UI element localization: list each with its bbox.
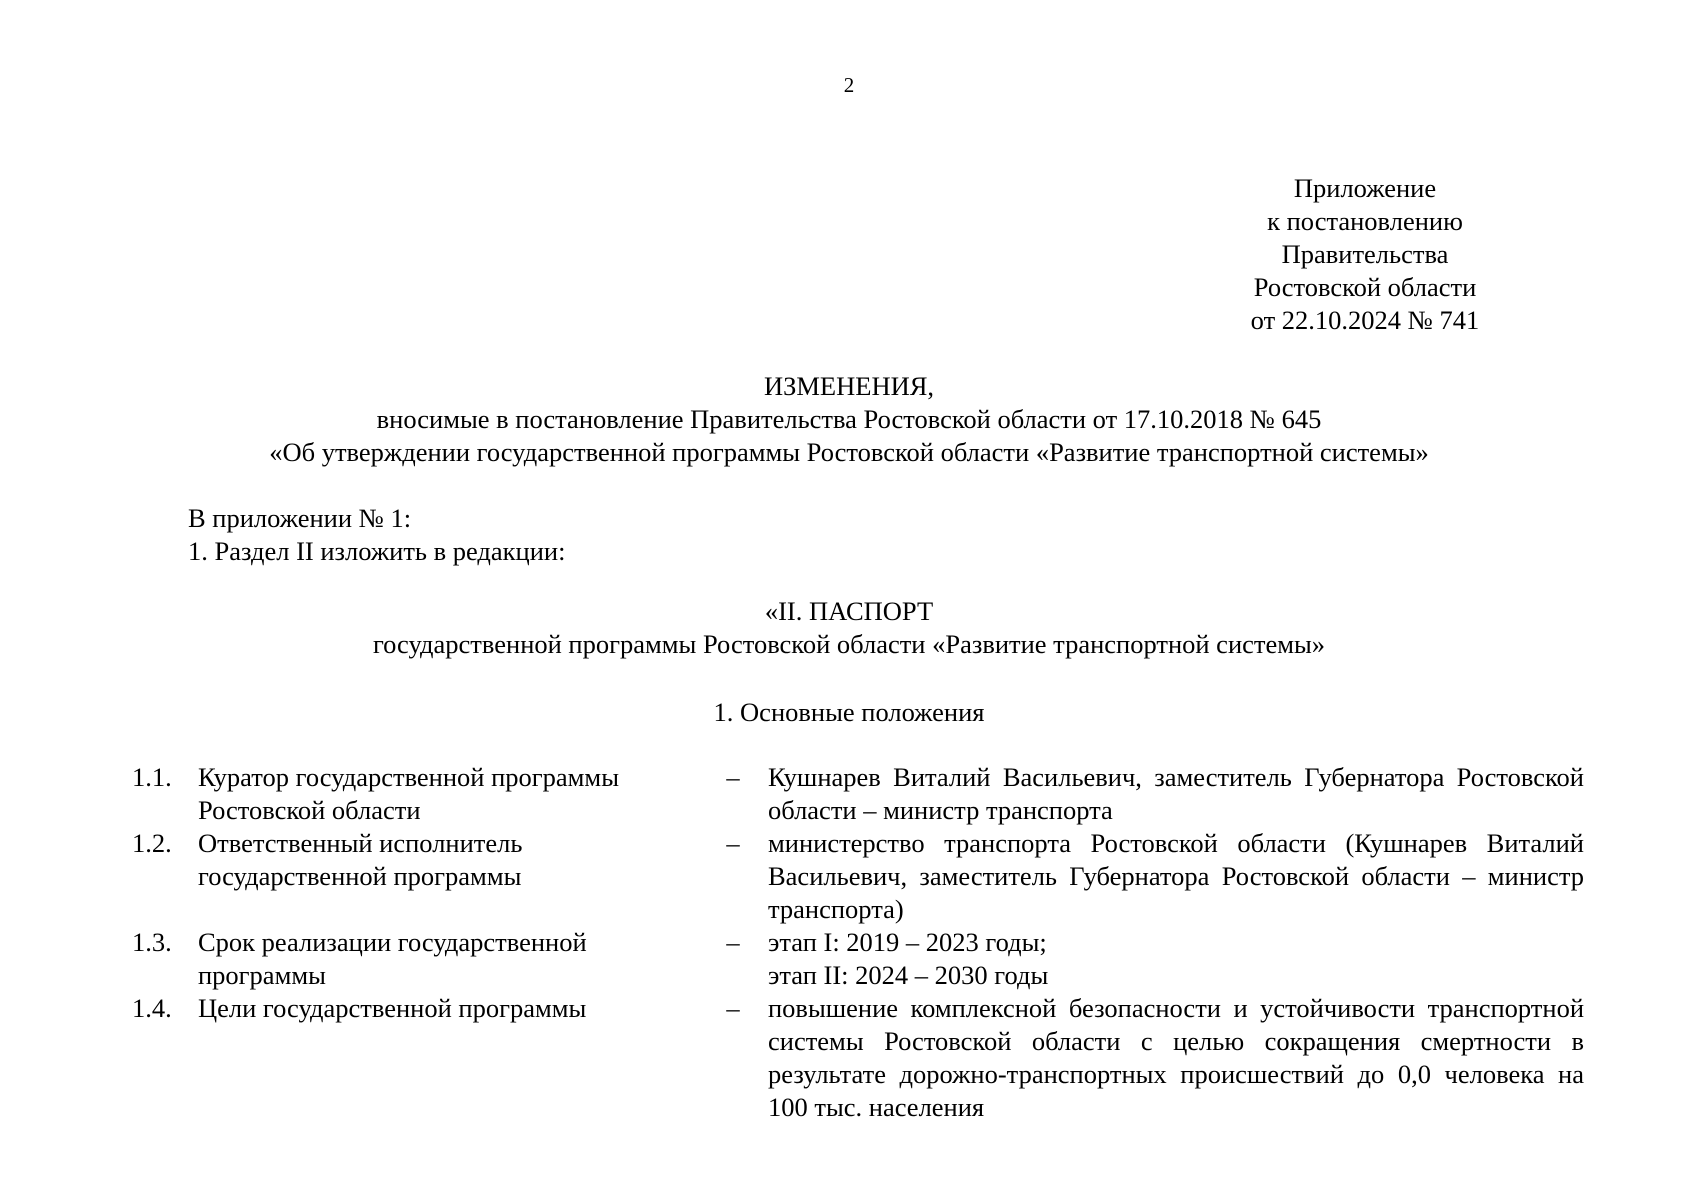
row-number: 1.2. bbox=[132, 828, 172, 858]
intro-line: В приложении № 1: bbox=[188, 503, 412, 533]
appendix-block bbox=[1200, 172, 1530, 337]
table-row bbox=[132, 827, 1584, 926]
row-number: 1.1. bbox=[132, 762, 172, 792]
table-row bbox=[132, 926, 1584, 992]
appendix-line: от 22.10.2024 № 741 bbox=[1250, 305, 1480, 335]
row-value: повышение комплексной безопасности и устойчивости транспортной системы Ростовской области с целью сокращения смертности в результате дорожно-транспортных происшествий до 0,0 человека на 100 тыс. населения bbox=[768, 993, 1584, 1122]
row-label: Цели государственной программы bbox=[198, 993, 587, 1023]
document-header bbox=[0, 370, 1698, 469]
appendix-line: к постановлению bbox=[1267, 206, 1463, 236]
section-heading bbox=[0, 696, 1698, 729]
row-label: Ответственный исполнитель государственной программы bbox=[198, 828, 523, 891]
appendix-line: Ростовской области bbox=[1253, 272, 1477, 302]
table-row bbox=[132, 761, 1584, 827]
document-subtitle: «Об утверждении государственной программы Ростовской области «Развитие транспортной системы» bbox=[269, 437, 1429, 467]
document-title: ИЗМЕНЕНИЯ, bbox=[763, 371, 935, 401]
intro-line: 1. Раздел II изложить в редакции: bbox=[188, 536, 566, 566]
passport-title: «II. ПАСПОРТ bbox=[764, 596, 934, 626]
row-number: 1.4. bbox=[132, 993, 172, 1023]
provisions-table bbox=[132, 761, 1584, 1124]
stage-line: этап II: 2024 – 2030 годы bbox=[768, 960, 1049, 990]
appendix-line: Приложение bbox=[1293, 173, 1437, 203]
row-value: министерство транспорта Ростовской области (Кушнарев Виталий Васильевич, заместитель Губернатора Ростовской области – министр транспорта) bbox=[768, 828, 1584, 924]
stage-line: этап I: 2019 – 2023 годы; bbox=[768, 927, 1047, 957]
row-dash: – bbox=[726, 993, 740, 1023]
row-number: 1.3. bbox=[132, 927, 172, 957]
row-label: Срок реализации государственной программы bbox=[198, 927, 587, 990]
row-value: Кушнарев Виталий Васильевич, заместитель Губернатора Ростовской области – министр транспорта bbox=[768, 762, 1584, 825]
document-subtitle: вносимые в постановление Правительства Ростовской области от 17.10.2018 № 645 bbox=[376, 404, 1322, 434]
section-title: 1. Основные положения bbox=[713, 697, 985, 727]
row-label: Куратор государственной программы Ростовской области bbox=[198, 762, 620, 825]
row-value bbox=[768, 926, 1584, 992]
page-number: 2 bbox=[843, 73, 855, 97]
passport-subtitle: государственной программы Ростовской области «Развитие транспортной системы» bbox=[372, 629, 1326, 659]
row-dash: – bbox=[726, 828, 740, 858]
appendix-line: Правительства bbox=[1281, 239, 1449, 269]
row-dash: – bbox=[726, 762, 740, 792]
intro-block bbox=[188, 502, 565, 568]
table-row bbox=[132, 992, 1584, 1124]
row-dash: – bbox=[726, 927, 740, 957]
passport-header bbox=[0, 595, 1698, 661]
